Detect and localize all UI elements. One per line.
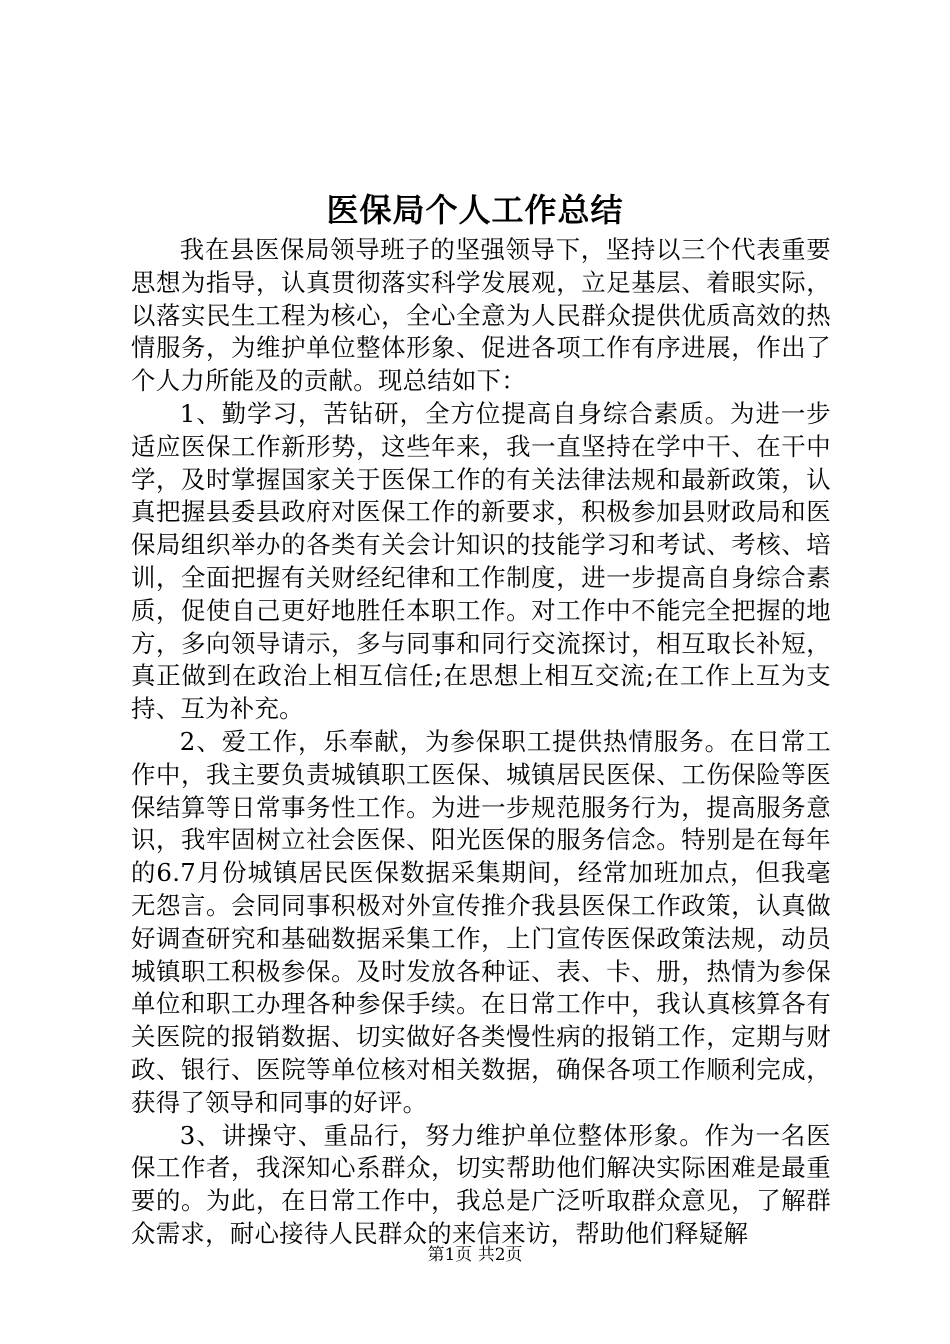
paragraph-2: 2、爱工作，乐奉献，为参保职工提供热情服务。在日常工作中，我主要负责城镇职工医保、城镇居民医保、工伤保险等医保结算等日常事务性工作。为进一步规范服务行为，提高服务意识，我牢固树立社会医保、阳光医保的服务信念。特别是在每年的6.7月份城镇居民医保数据采集期间，经常加班加点，但我毫无怨言。会同同事积极对外宣传推介我县医保工作政策，认真做好调查研究和基础数据采集工作，上门宣传医保政策法规，动员城镇职工积极参保。及时发放各种证、表、卡、册，热情为参保单位和职工办理各种参保手续。在日常工作中，我认真核算各有关医院的报销数据、切实做好各类慢性病的报销工作，定期与财政、银行、医院等单位核对相关数据，确保各项工作顺利完成，获得了领导和同事的好评。 [131, 726, 831, 1117]
paragraph-3: 3、讲操守、重品行，努力维护单位整体形象。作为一名医保工作者，我深知心系群众，切实帮助他们解决实际困难是最重要的。为此，在日常工作中，我总是广泛听取群众意见，了解群众需求，耐心接待人民群众的来信来访，帮助他们释疑解 [131, 1120, 831, 1248]
paragraph-intro: 我在县医保局领导班子的坚强领导下，坚持以三个代表重要思想为指导，认真贯彻落实科学发展观，立足基层、着眼实际，以落实民生工程为核心，全心全意为人民群众提供优质高效的热情服务，为维护单位整体形象、促进各项工作有序进展，作出了个人力所能及的贡献。现总结如下： [131, 235, 831, 396]
document-title: 医保局个人工作总结 [326, 191, 624, 229]
document-body [131, 234, 831, 1251]
page-footer: 第1页 共2页 [427, 1245, 523, 1265]
paragraph-1: 1、勤学习，苦钻研，全方位提高自身综合素质。为进一步适应医保工作新形势，这些年来，我一直坚持在学中干、在干中学，及时掌握国家关于医保工作的有关法律法规和最新政策，认真把握县委县政府对医保工作的新要求，积极参加县财政局和医保局组织举办的各类有关会计知识的技能学习和考试、考核、培训，全面把握有关财经纪律和工作制度，进一步提高自身综合素质，促使自己更好地胜任本职工作。对工作中不能完全把握的地方，多向领导请示，多与同事和同行交流探讨，相互取长补短，真正做到在政治上相互信任;在思想上相互交流;在工作上互为支持、互为补充。 [131, 398, 831, 724]
